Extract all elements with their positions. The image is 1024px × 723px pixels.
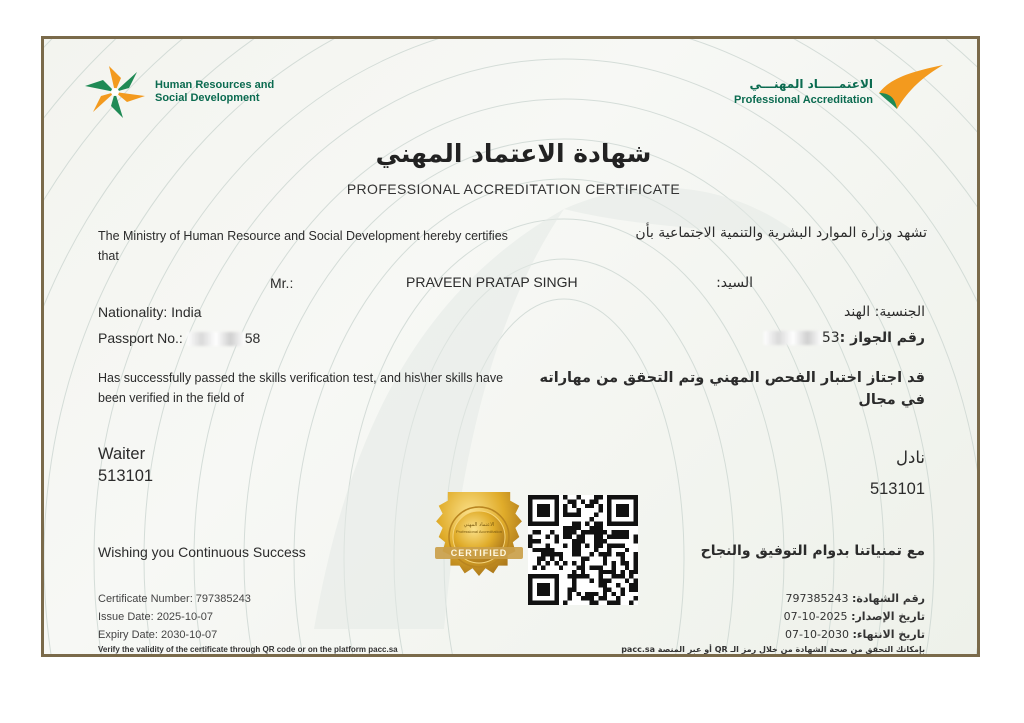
certificate-number-english: Certificate Number: 797385243 [98,593,251,605]
passport-redacted [187,332,245,346]
seal-mini-arabic: الاعتماد المهني [463,522,495,528]
accreditation-logo-english: Professional Accreditation [734,94,873,106]
occupation-code-arabic: 513101 [869,480,925,498]
certified-seal [434,492,524,582]
passport-english [98,330,260,346]
wishes-english: Wishing you Continuous Success [98,544,306,560]
nationality-arabic: الجنسية: الهند [844,304,925,320]
qr-code[interactable] [528,495,638,605]
nationality-english: Nationality: India [98,304,202,320]
seal-text: CERTIFIED [450,548,508,558]
certificate-number-arabic [675,592,925,605]
issue-date-arabic-value: 2025-10-07 [783,610,848,623]
certificate-number-arabic-label: رقم الشهادة: [851,592,925,605]
passport-label-english: Passport No.: [98,330,183,346]
issue-date-arabic [675,610,925,623]
passport-suffix-english: 58 [244,330,261,346]
holder-name: PRAVEEN PRATAP SINGH [406,274,578,290]
issue-date-english: Issue Date: 2025-10-07 [98,611,213,623]
intro-english: The Ministry of Human Resource and Social Development hereby certifies that [98,229,508,263]
occupation-name-arabic: نادل [896,448,925,467]
seal-mini-english: Professional Accreditation [455,529,503,534]
hrsd-logo-icon [81,63,149,121]
accreditation-logo-arabic: الاعتمـــــاد المهنـــي [749,77,873,91]
expiry-date-arabic-label: تاريخ الانتهاء: [852,628,925,641]
hrsd-logo-line1: Human Resources and [155,79,275,91]
occupation-name-english: Waiter [98,445,146,463]
passport-redacted-arabic [764,331,822,345]
footer-verify-arabic: بإمكانك التحقق من صحة الشهادة من خلال رمز الـ QR أو عبر المنصة pacc.sa [621,645,925,654]
certificate [41,36,980,657]
title-english: PROFESSIONAL ACCREDITATION CERTIFICATE [346,181,681,197]
statement-english: Has successfully passed the skills verification test, and his\her skills have been verified in the field of [98,371,504,405]
occupation-code-english: 513101 [98,467,154,485]
hrsd-logo-line2: Social Development [155,92,260,104]
passport-suffix-arabic: 53 [821,330,840,346]
passport-arabic [665,330,925,346]
statement-arabic: قد اجتاز اختبار الفحص المهني وتم التحقق من مهاراته في مجال [539,370,925,408]
seal-badge-icon [434,492,524,582]
title-arabic: شهادة الاعتماد المهني [375,139,652,168]
certificate-number-arabic-value: 797385243 [785,592,849,605]
expiry-date-arabic-value: 2030-10-07 [785,628,850,641]
intro-arabic: تشهد وزارة الموارد البشرية والتنمية الاجتماعية بأن [635,225,927,241]
accreditation-logo-icon [875,63,947,113]
holder-title-arabic: السيد: [716,275,753,291]
holder-title-english: Mr.: [270,275,294,291]
expiry-date-arabic [675,628,925,641]
issue-date-arabic-label: تاريخ الإصدار: [851,610,925,623]
wishes-arabic: مع تمنياتنا بدوام التوفيق والنجاح [700,543,925,559]
footer-verify-english: Verify the validity of the certificate through QR code or on the platform pacc.sa [98,645,398,654]
expiry-date-english: Expiry Date: 2030-10-07 [98,629,218,641]
passport-label-arabic: رقم الجواز : [839,330,925,346]
